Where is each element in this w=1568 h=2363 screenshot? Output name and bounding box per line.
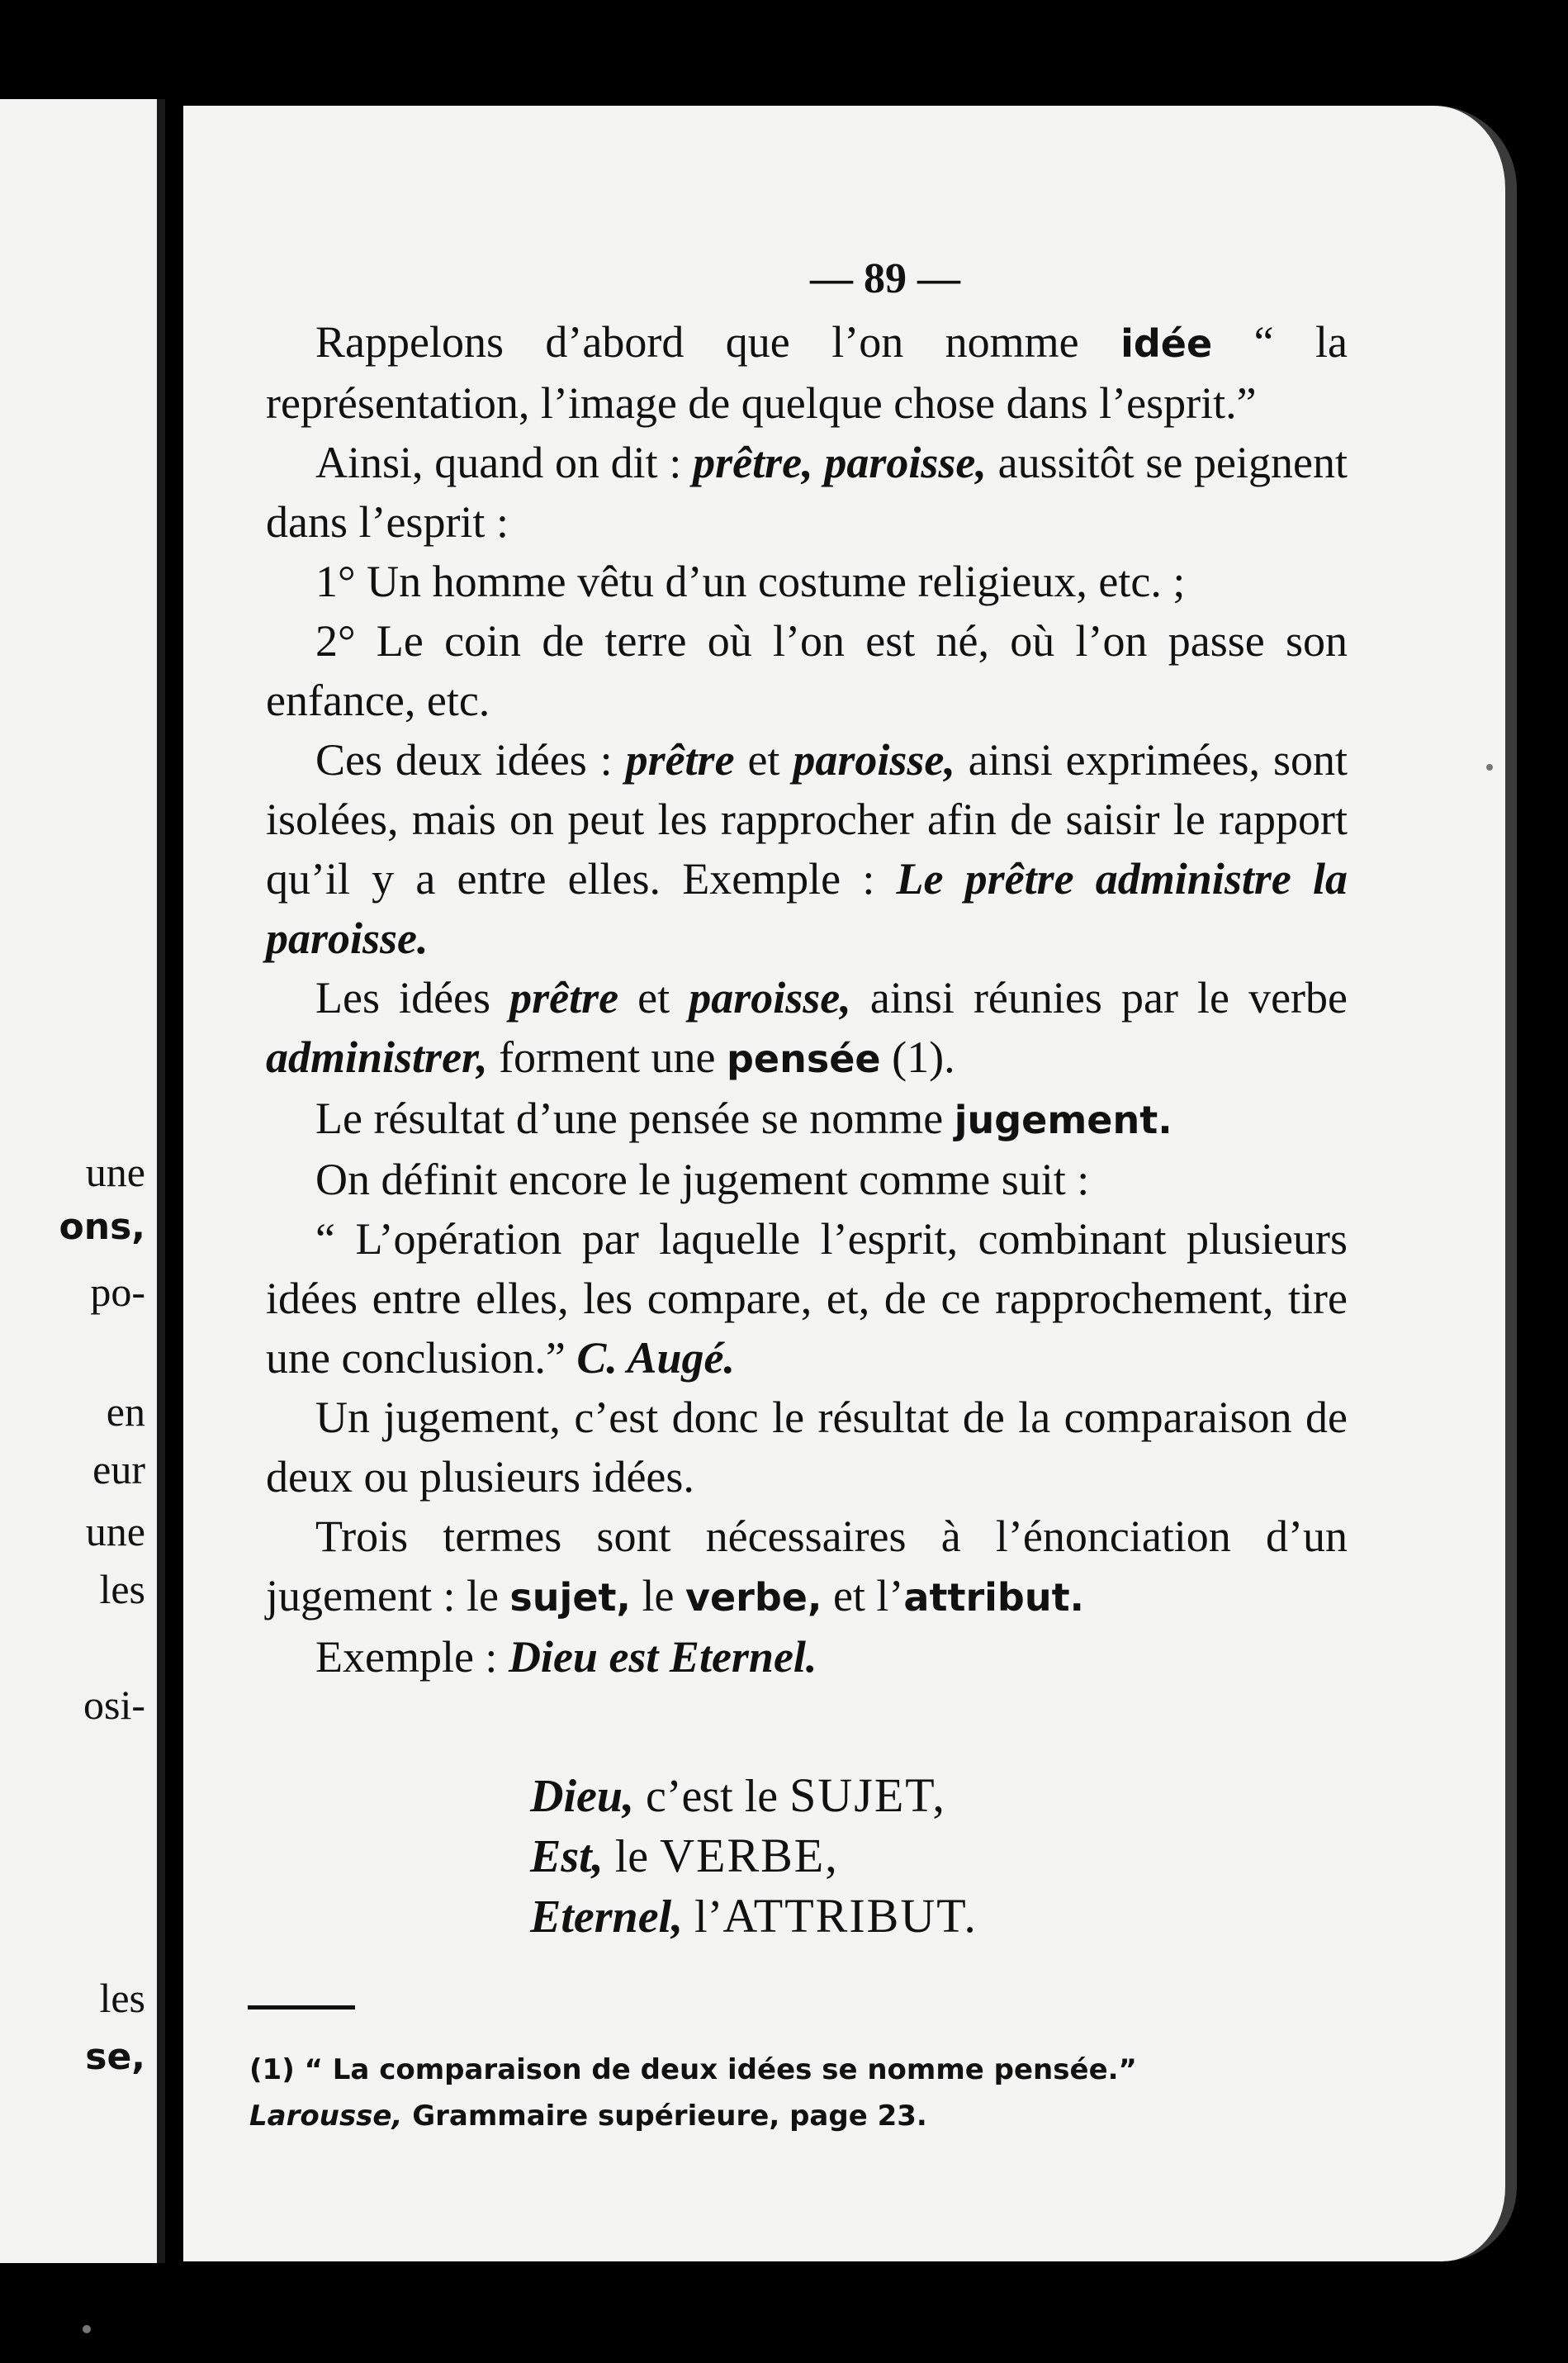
paragraph bbox=[266, 552, 1348, 611]
previous-page-fragment: une bbox=[85, 1149, 145, 1195]
text-run: “ L’opération par laquelle l’esprit, combinant plusieurs idées entre elles, les compare, et, de ce rapprochement, tire une conclusion.” bbox=[266, 1214, 1348, 1383]
example-link: l’ bbox=[683, 1891, 723, 1943]
speck bbox=[83, 2325, 91, 2333]
example-role: VERBE, bbox=[660, 1829, 839, 1882]
text-run: Trois termes sont nécessaires à l’énonciation d’un jugement : le bbox=[266, 1511, 1348, 1620]
text-run: et bbox=[734, 735, 793, 785]
italic-text: paroisse, bbox=[793, 735, 955, 785]
example-role: ATTRIBUT. bbox=[722, 1889, 978, 1943]
italic-text: prêtre bbox=[625, 735, 735, 785]
example-link: le bbox=[603, 1831, 661, 1882]
footnote-line-1: (1) “ La comparaison de deux idées se nomme pensée.” bbox=[249, 2053, 1137, 2086]
bold-term: verbe, bbox=[685, 1575, 822, 1620]
example-row bbox=[530, 1886, 978, 1947]
text-run: (1). bbox=[880, 1032, 955, 1082]
italic-text: Dieu est Eternel. bbox=[508, 1632, 817, 1682]
footnote bbox=[249, 2047, 1364, 2139]
page-number: — 89 — bbox=[810, 255, 960, 302]
paragraph bbox=[266, 1627, 1348, 1687]
paragraph bbox=[266, 611, 1348, 730]
text-run: Le résultat d’une pensée se nomme bbox=[315, 1094, 955, 1143]
italic-text: administrer, bbox=[266, 1032, 488, 1082]
book-page bbox=[183, 106, 1517, 2261]
text-run: 2° Le coin de terre où l’on est né, où l’on passe son enfance, etc. bbox=[266, 616, 1348, 725]
text-run: Ainsi, quand on dit : bbox=[315, 438, 694, 487]
text-run: ainsi exprimées, sont isolées, mais on peut les rapprocher afin de saisir le rapport qu’il y a entre elles. Exemple : bbox=[266, 735, 1348, 904]
previous-page-fragment: les bbox=[99, 1566, 145, 1612]
text-run: “ la représentation, l’image de quelque chose dans l’esprit.” bbox=[266, 317, 1348, 428]
paragraph bbox=[266, 730, 1348, 968]
previous-page-fragment: po- bbox=[90, 1269, 145, 1315]
bold-term: attribut. bbox=[903, 1575, 1085, 1620]
paragraph bbox=[266, 1150, 1348, 1209]
footnote-line-2 bbox=[249, 2093, 1364, 2139]
example-row bbox=[530, 1766, 978, 1826]
bold-term: pensée bbox=[726, 1037, 881, 1081]
paragraph bbox=[266, 1209, 1348, 1388]
italic-text: prêtre bbox=[509, 973, 619, 1023]
example-role: SUJET, bbox=[789, 1768, 946, 1822]
text-run: 1° Un homme vêtu d’un costume religieux, etc. ; bbox=[315, 557, 1186, 606]
paragraph bbox=[266, 433, 1348, 552]
previous-page-fragment: les bbox=[99, 1975, 145, 2021]
previous-page-fragment: eur bbox=[92, 1446, 145, 1492]
text-run: et l’ bbox=[822, 1571, 904, 1620]
italic-text: C. Augé. bbox=[576, 1333, 735, 1383]
paragraph bbox=[266, 1388, 1348, 1507]
text-run: On définit encore le jugement comme suit : bbox=[315, 1155, 1090, 1204]
previous-page-fragment: en bbox=[106, 1388, 145, 1435]
paragraph bbox=[266, 312, 1348, 433]
example-term: Est, bbox=[530, 1831, 604, 1882]
paragraph bbox=[266, 968, 1348, 1089]
previous-page-fragment: se, bbox=[85, 2036, 145, 2078]
example-analysis bbox=[530, 1766, 978, 1947]
paragraph bbox=[266, 1089, 1348, 1150]
italic-text: Le prêtre administre la paroisse. bbox=[266, 854, 1348, 963]
paragraph bbox=[266, 1507, 1348, 1627]
footnote-reference: Grammaire supérieure, page 23. bbox=[402, 2100, 927, 2133]
previous-page-fragment: osi- bbox=[83, 1682, 145, 1728]
italic-text: prêtre, paroisse, bbox=[693, 438, 987, 487]
footnote-source: Larousse, bbox=[249, 2100, 403, 2133]
text-run: ainsi réunies par le verbe bbox=[850, 973, 1348, 1023]
text-run: le bbox=[630, 1571, 685, 1620]
previous-page-fragment: une bbox=[85, 1508, 145, 1554]
text-run: et bbox=[618, 973, 689, 1023]
bold-term: jugement. bbox=[954, 1098, 1172, 1142]
text-run: Ces deux idées : bbox=[315, 735, 626, 785]
text-run: Rappelons d’abord que l’on nomme bbox=[315, 317, 1121, 367]
bold-term: idée bbox=[1120, 321, 1213, 366]
example-link: c’est le bbox=[634, 1771, 790, 1822]
text-run: Exemple : bbox=[315, 1632, 509, 1682]
previous-page-fragment: ons, bbox=[59, 1206, 145, 1248]
speck bbox=[1486, 764, 1493, 771]
text-run: Les idées bbox=[315, 973, 510, 1023]
footnote-rule bbox=[248, 2005, 355, 2009]
example-term: Eternel, bbox=[530, 1891, 684, 1943]
text-run: Un jugement, c’est donc le résultat de la comparaison de deux ou plusieurs idées. bbox=[266, 1393, 1348, 1502]
previous-page-edge bbox=[0, 99, 165, 2263]
example-term: Dieu, bbox=[530, 1771, 634, 1822]
example-row bbox=[530, 1826, 978, 1886]
text-run: forment une bbox=[487, 1032, 727, 1082]
italic-text: paroisse, bbox=[689, 973, 851, 1023]
bold-term: sujet, bbox=[509, 1575, 631, 1620]
body-text bbox=[266, 312, 1348, 1687]
text-run: aussitôt se peignent dans l’esprit : bbox=[266, 438, 1348, 547]
